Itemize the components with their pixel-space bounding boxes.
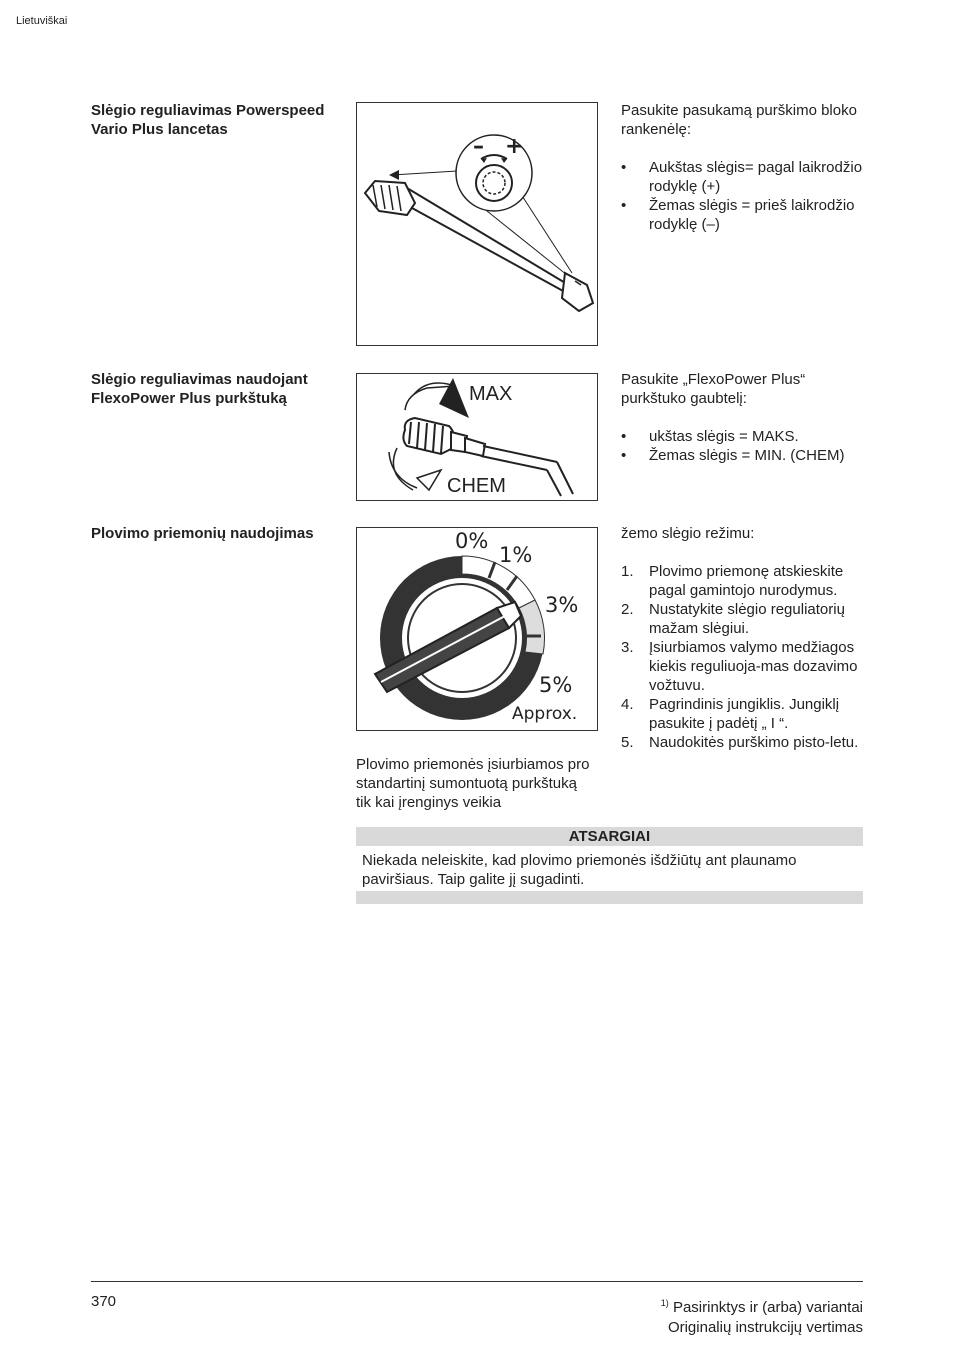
section2-instructions	[621, 370, 863, 465]
footnote-text: Pasirinktys ir (arba) variantai	[672, 1299, 863, 1316]
list-item: • Aukštas slėgis= pagal laikrodžio rodyklę (+)	[621, 158, 863, 196]
footer-notes	[661, 1293, 863, 1338]
section1-bullet-list	[621, 158, 863, 234]
minus-label: –	[473, 134, 484, 159]
section2-intro: Pasukite „FlexoPower Plus“ purkštuko gaubtelį:	[621, 371, 806, 407]
section3-instructions	[621, 524, 863, 752]
section3-step-list	[621, 562, 863, 752]
section1-instructions	[621, 101, 863, 234]
section-title-powerspeed: Slėgio reguliavimas Powerspeed Vario Plus lancetas	[91, 102, 325, 138]
language-label: Lietuviškai	[16, 15, 68, 27]
list-item: 4. Pagrindinis jungiklis. Jungiklį pasukite į padėtį „ I “.	[621, 696, 840, 732]
dial-label-5: 5%	[539, 673, 573, 697]
caution-title: ATSARGIAI	[356, 827, 863, 846]
section3-intro: žemo slėgio režimu:	[621, 525, 755, 542]
max-label: MAX	[469, 383, 513, 405]
detergent-dial-figure	[356, 527, 598, 731]
list-item: 2. Nustatykite slėgio reguliatorių mažam slėgiui.	[621, 601, 845, 637]
dial-illustration	[357, 528, 597, 730]
dial-label-3: 3%	[545, 593, 579, 617]
dial-label-approx: Approx.	[512, 704, 578, 724]
lance-illustration	[357, 103, 597, 345]
section1-intro: Pasukite pasukamą purškimo bloko rankenėlę:	[621, 102, 857, 138]
list-item: 1. Plovimo priemonę atskieskite pagal gamintojo nurodymus.	[621, 563, 844, 599]
page-number: 370	[91, 1293, 117, 1310]
powerspeed-lance-figure	[356, 102, 598, 346]
footnote-marker: 1)	[660, 1298, 669, 1308]
list-item: 3. Įsiurbiamos valymo medžiagos kiekis reguliuoja-mas dozavimo vožtuvu.	[621, 639, 858, 694]
section-title-detergent: Plovimo priemonių naudojimas	[91, 525, 314, 542]
dial-label-0: 0%	[455, 529, 489, 553]
chem-label: CHEM	[447, 475, 506, 497]
list-item: 5. Naudokitės purškimo pisto-letu.	[621, 734, 859, 751]
list-item: • Žemas slėgis = prieš laikrodžio rodyklę (–)	[621, 196, 863, 234]
footer-subtitle: Originalių instrukcijų vertimas	[667, 1319, 863, 1336]
section-title-flexopower: Slėgio reguliavimas naudojant FlexoPower Plus purkštuką	[91, 371, 308, 407]
caution-bottom-bar	[356, 891, 863, 904]
detergent-caption: Plovimo priemonės įsiurbiamos pro standartinį sumontuotą purkštuką tik kai įrenginys veikia	[356, 756, 590, 811]
plus-label: +	[505, 134, 524, 159]
section2-bullet-list	[621, 427, 863, 465]
list-item: • Žemas slėgis = MIN. (CHEM)	[621, 446, 863, 465]
dial-label-1: 1%	[499, 543, 533, 567]
nozzle-illustration	[357, 374, 597, 500]
list-item: • ukštas slėgis = MAKS.	[621, 427, 863, 446]
footer-divider	[91, 1281, 863, 1282]
caution-text: Niekada neleiskite, kad plovimo priemonės išdžiūtų ant plaunamo paviršiaus. Taip galite jį sugadinti.	[362, 852, 797, 888]
flexopower-nozzle-figure	[356, 373, 598, 501]
